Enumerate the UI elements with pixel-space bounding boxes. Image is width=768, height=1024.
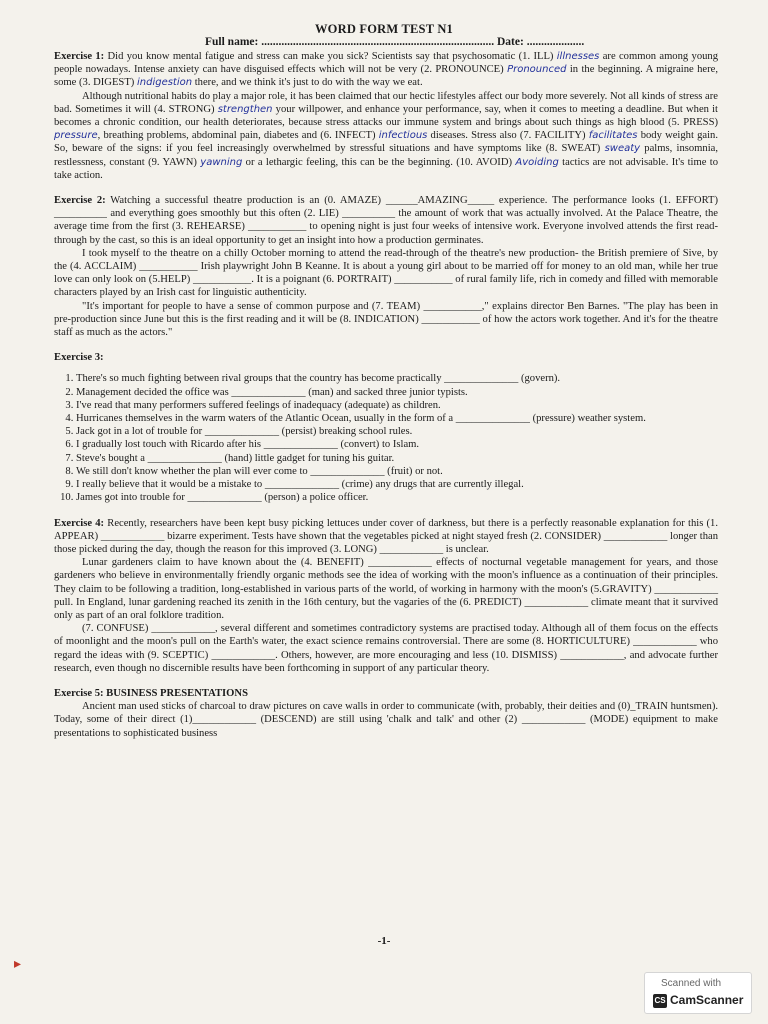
text: or a lethargic feeling, this can be the beginning. (10. AVOID) [242,156,516,168]
exercise-2-paragraph-1 [54,194,718,247]
date-label: Date: [496,36,524,48]
list-item: 2. Management decided the office was ______________ (man) and sacked three junior typists. [76,386,718,399]
exercise-2-label: Exercise 2: [54,195,106,207]
handwritten-answer-8: sweaty [604,143,641,155]
list-item: 6. I gradually lost touch with Ricardo after his ______________ (convert) to Islam. [76,438,718,451]
exercise-3-list [54,372,718,504]
text: Watching a successful theatre production is an (0. AMAZE) ______AMAZING_____ experience. The performance looks (1. EFFORT) __________ and everything goes smoothly but this often (2. LIE) __________ the amount of work that was actually involved. At the Palace Theatre, the average time from the first (3. REHEARSE) ___________ to opening night is just four weeks of intensive work. Everyone involved attends the first read-through by the cast, so this is an ideal opportunity to get an insight into how a production germinates. [54,195,718,246]
exercise-4-paragraph-1 [54,517,718,557]
exercise-1-paragraph-2 [54,90,718,182]
handwritten-answer-1: illnesses [556,51,600,62]
full-name-field[interactable]: ................................................................................. [261,36,495,48]
camscanner-name: CamScanner [670,993,744,1007]
handwritten-answer-9: yawning [200,156,243,168]
page-title: WORD FORM TEST N1 [314,22,454,36]
handwritten-answer-10: Avoiding [515,156,559,168]
scan-mark-icon: ▸ [14,957,22,972]
text: there, and we think it's just to do with the way we eat. [192,77,423,89]
text: diseases. Stress also (7. FACILITY) [427,130,589,142]
camscanner-logo-icon: CS [653,994,667,1008]
exercise-1-paragraph-1 [54,50,718,90]
handwritten-answer-4: strengthen [217,103,273,115]
text: Although nutritional habits do play a major role, it has been claimed that our hectic lifestyles affect our body more severely. Not all kinds of stress are bad. Sometimes it will (4. STRONG) [54,90,718,115]
name-date-line [205,36,584,48]
list-item: 8. We still don't know whether the plan will ever come to ______________ (fruit) or not. [76,465,718,478]
handwritten-answer-2: Pronounced [507,64,567,76]
list-item: 3. I've read that many performers suffered feelings of inadequacy (adequate) as children. [76,399,718,412]
list-item: 4. Hurricanes themselves in the warm waters of the Atlantic Ocean, usually in the form of a ______________ (pressure) weather system. [76,412,718,425]
exercise-3-label: Exercise 3: [54,352,104,364]
handwritten-answer-5: pressure [54,130,98,142]
page-number: -1- [377,935,391,947]
handwritten-answer-6: infectious [378,130,428,142]
exercise-5-label: Exercise 5: BUSINESS PRESENTATIONS [54,687,248,699]
text: palms, insomnia, restlessness, constant (9. YAWN) [54,143,718,168]
exercise-1-label: Exercise 1: [54,51,105,62]
text: body weight gain. So, beware of the signs: if you feel increasingly overwhelmed by stressful situations and have symptoms like (8. SWEAT) [54,130,718,155]
list-item: 7. Steve's bought a ______________ (hand) little gadget for tuning his guitar. [76,452,718,465]
exercise-4-label: Exercise 4: [54,517,105,529]
list-item: 5. Jack got in a lot of trouble for ______________ (persist) breaking school rules. [76,425,718,438]
exercise-4-paragraph-3: (7. CONFUSE) ____________, several different and sometimes contradictory systems are practised today. Although all of them focus on the effects of moonlight and the moon's pull on the Earth's water, the exact science remains controversial. There are some (8. HORTICULTURE) ____________ who regard the ideas with (9. SCEPTIC) ____________. Others, however, are more encouraging and less (10. DISMISS) ____________, and advocate further research, even though no discernible results have been forthcoming in support of any particular theory. [54,623,718,674]
list-item: 9. I really believe that it would be a mistake to ______________ (crime) any drugs that are currently illegal. [76,478,718,491]
text: your willpower, and enhance your performance, say, when it comes to meeting a deadline. But when it becomes a chronic condition, our health deteriorates, because stress attacks our immune system and brings about such things as high blood (5. PRESS) [54,103,718,129]
text: are common among young people nowadays. Intense anxiety can have disguised effects which will not be very (2. PRONOUNCE) [54,51,719,76]
exercise-2-paragraph-3: "It's important for people to have a sense of common purpose and (7. TEAM) ___________," explains director Ben Barnes. "The play has been in pre-production since June but this is the first reading and it will be (8. INDICATION) ___________ of how the actors work together. And it's for the theatre staff as much as the actors." [54,300,718,339]
scanned-with-text: Scanned with [661,978,722,989]
date-field[interactable]: .................... [526,36,585,48]
exercise-4-paragraph-2: Lunar gardeners claim to have known about the (4. BENEFIT) ____________ effects of nocturnal vegetable management for years, and those gardeners who believe in environmentally friendly organic methods see the idea of working with the moon's influence as a continuation of their principles. They claim to be following a tradition, long-established in various parts of the world, of working in harmony with the moon's (5.GRAVITY) ____________ pull. In England, lunar gardening reached its zenith in the 16th century, but the vagaries of the (6. PREDICT) ____________ climate meant that it survived only as part of an oral folklore tradition. [54,557,718,621]
handwritten-answer-3: indigestion [136,77,193,89]
text: in the beginning. A migraine here, some (3. DIGEST) [54,64,719,89]
full-name-label: Full name: [205,36,259,48]
text: tactics are not advisable. It's time to take action. [54,156,718,181]
exercise-2-paragraph-2: I took myself to the theatre on a chilly October morning to attend the read-through of the theatre's new production- the British premiere of Sive, by the (4. ACCLAIM) ___________ Irish playwright John B Keanne. It is about a young girl about to be married off for money to an old man, while her true love can only look on (5.HELP) ___________. It is a poignant (6. PORTRAIT) ___________ of rural family life, rich in comedy and filled with memorable characters played by an Irish cast for linguistic authenticity. [54,247,718,299]
text: Recently, researchers have been kept busy picking lettuces under cover of darkness, but there is a perfectly reasonable explanation for this (1. APPEAR) ____________ bizarre experiment. Tests have shown that the vegetables picked at night stayed fresh (2. CONSIDER) ____________ longer than those picked during the day, though the reason for this improved (3. LONG) ____________ is unclear. [54,517,718,555]
text: Did you know mental fatigue and stress can make you sick? Scientists say that psychosomatic (1. ILL) [104,51,557,62]
list-item: 10. James got into trouble for ______________ (person) a police officer. [76,491,718,504]
handwritten-answer-7: facilitates [588,130,638,142]
list-item: 1. There's so much fighting between rival groups that the country has become practically ______________ (govern). [76,372,718,385]
exercise-5-paragraph-1: Ancient man used sticks of charcoal to draw pictures on cave walls in order to communicate (with, probably, their deities and (0)_TRAIN huntsmen). Today, some of their direct (1)____________ (DESCEND) are still using 'chalk and talk' and other (2) ____________ (MODE) equipment to make presentations to sophisticated business [54,701,718,739]
worksheet-body [54,50,718,740]
text: , breathing problems, abdominal pain, diabetes and (6. INFECT) [97,130,379,142]
camscanner-watermark [644,972,752,1014]
